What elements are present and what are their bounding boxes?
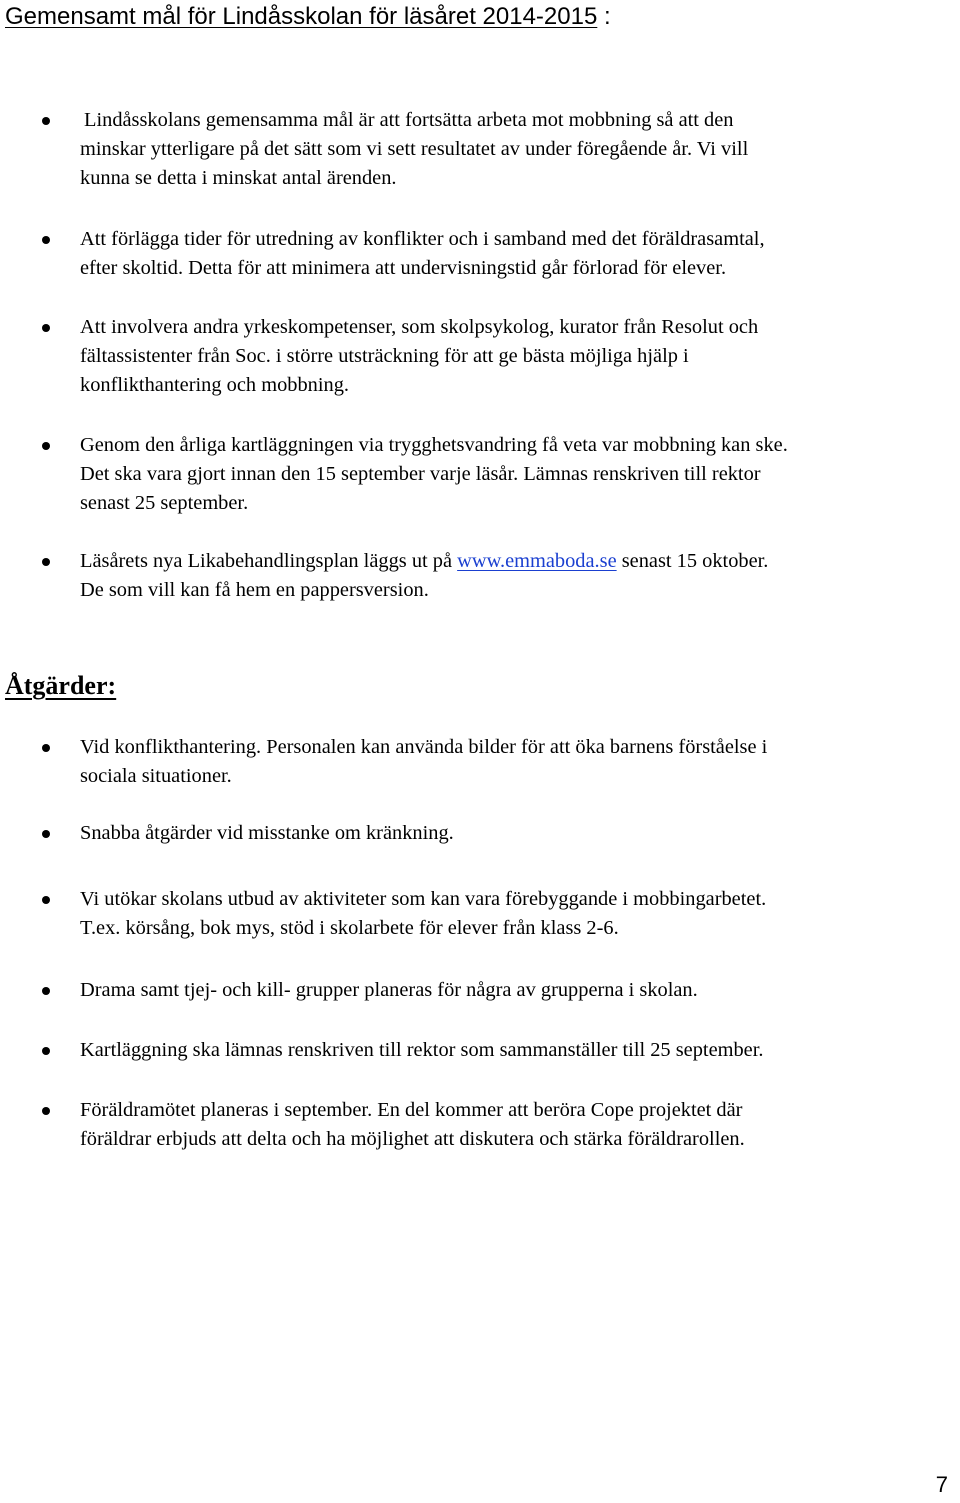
goal-text-line: fältassistenter från Soc. i större utsträckning för att ge bästa möjliga hjälp i [80,345,689,367]
goal-text-line: minskar ytterligare på det sätt som vi sett resultatet av under föregående år. Vi vill [80,138,749,160]
bullet-icon [42,1107,50,1115]
bullet-icon [42,1047,50,1055]
action-text-line: Vi utökar skolans utbud av aktiviteter som kan vara förebyggande i mobbingarbetet. [80,888,767,910]
actions-list-4 [0,976,698,1005]
goal-item [0,225,765,283]
goal-text-line: Det ska vara gjort innan den 15 september varje läsår. Lämnas renskriven till rektor [80,463,761,485]
action-item [0,976,698,1005]
bullet-icon [42,558,50,566]
goal-text-segment: Läsårets nya Likabehandlingsplan läggs ut på [80,550,458,572]
action-text-line: sociala situationer. [80,765,232,787]
goals-list [0,106,748,193]
page-number: 7 [935,1472,948,1497]
bullet-icon [42,442,50,450]
actions-list-3 [0,885,766,943]
action-item [0,885,766,943]
goal-text-line: efter skoltid. Detta för att minimera att undervisningstid går förlorad för elever. [80,257,727,279]
bullet-icon [42,987,50,995]
action-text-line: T.ex. körsång, bok mys, stöd i skolarbete för elever från klass 2-6. [80,917,619,939]
actions-list-5 [0,1036,764,1065]
goal-text-line: kunna se detta i minskat antal ärenden. [80,167,397,189]
emmaboda-link[interactable]: www.emmaboda.se [457,550,617,572]
actions-heading: Åtgärder: [5,671,117,700]
goal-text-line: Att förlägga tider för utredning av konflikter och i samband med det föräldrasamtal, [80,228,765,250]
goal-text-line [80,547,768,576]
actions-list-2 [0,819,454,848]
goal-item [0,547,768,605]
page-title-text: Gemensamt mål för Lindåsskolan för läsåret 2014-2015 [5,3,598,30]
goal-text-line: Att involvera andra yrkeskompetenser, som skolpsykolog, kurator från Resolut och [80,316,759,338]
goal-text-line: Genom den årliga kartläggningen via trygghetsvandring få veta var mobbning kan ske. [80,434,788,456]
action-item [0,819,454,848]
goal-text-line: konflikthantering och mobbning. [80,374,350,396]
action-text-line: Föräldramötet planeras i september. En del kommer att beröra Cope projektet där [80,1099,743,1121]
action-text-line: Kartläggning ska lämnas renskriven till rektor som sammanställer till 25 september. [80,1039,764,1061]
actions-list-6 [0,1096,745,1154]
action-text-line: Vid konflikthantering. Personalen kan använda bilder för att öka barnens förståelse i [80,736,768,758]
goal-item [0,106,748,193]
goals-list-2 [0,225,765,283]
action-text-line: Snabba åtgärder vid misstanke om kränkning. [80,822,454,844]
action-item [0,1036,764,1065]
bullet-icon [42,830,50,838]
action-item [0,733,767,791]
bullet-icon [42,236,50,244]
bullet-icon [42,324,50,332]
goals-list-5 [0,547,768,605]
goal-item [0,313,758,400]
bullet-icon [42,896,50,904]
page-title-suffix: : [597,3,611,30]
goals-list-4 [0,431,788,518]
action-item [0,1096,745,1154]
bullet-icon [42,744,50,752]
goal-text-segment: senast 15 oktober. [616,550,769,572]
goal-item [0,431,788,518]
page-title [5,2,611,32]
action-text-line: föräldrar erbjuds att delta och ha möjlighet att diskutera och stärka föräldrarollen. [80,1128,745,1150]
goal-text-line: Lindåsskolans gemensamma mål är att fortsätta arbeta mot mobbning så att den [84,109,734,131]
goal-text-line: senast 25 september. [80,492,249,514]
bullet-icon [42,117,50,125]
actions-list-1 [0,733,767,791]
goals-list-3 [0,313,758,400]
goal-text-line: De som vill kan få hem en pappersversion. [80,579,429,601]
action-text-line: Drama samt tjej- och kill- grupper planeras för några av grupperna i skolan. [80,979,698,1001]
